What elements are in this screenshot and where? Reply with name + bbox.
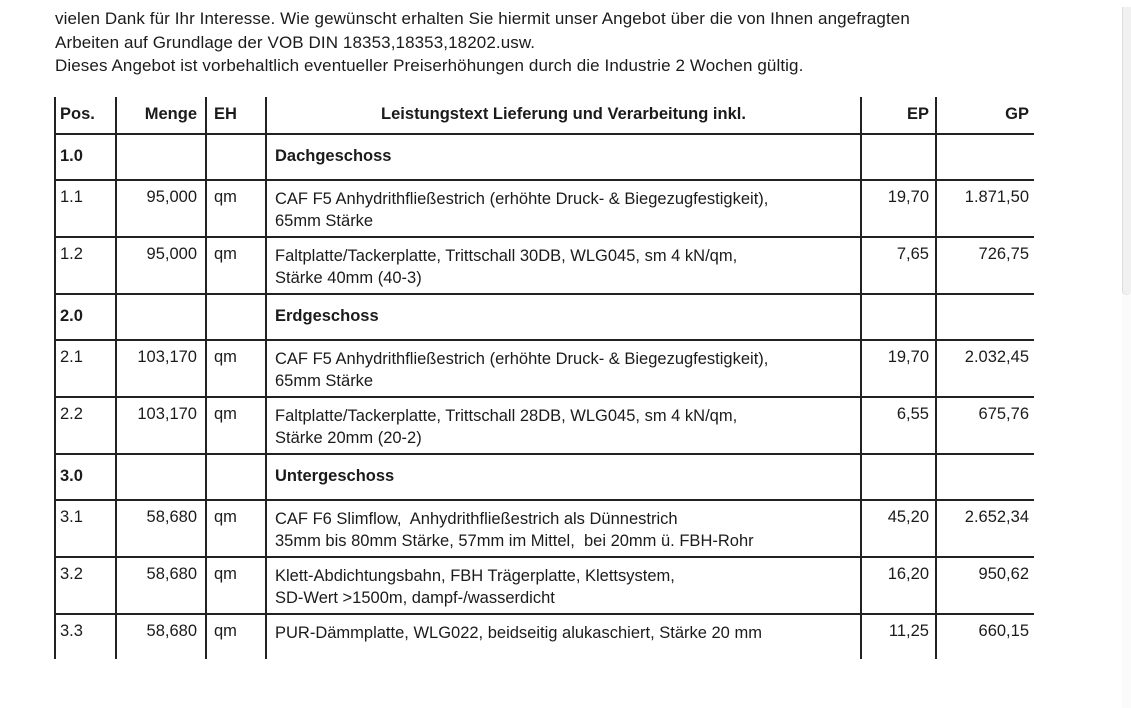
table-row	[55, 454, 1034, 500]
cell-pos: 3.1	[55, 500, 116, 557]
scrollbar-thumb[interactable]	[1122, 7, 1131, 295]
cell-eh: qm	[206, 614, 266, 659]
cell-gp: 675,76	[936, 397, 1034, 454]
table-header-row	[55, 97, 1034, 134]
cell-ep: 6,55	[861, 397, 936, 454]
table-row	[55, 500, 1034, 557]
cell-ep: 45,20	[861, 500, 936, 557]
table-row	[55, 180, 1034, 237]
table-row	[55, 340, 1034, 397]
col-header-gp: GP	[936, 97, 1034, 134]
cell-gp	[936, 134, 1034, 180]
cell-leistungstext: PUR-Dämmplatte, WLG022, beidseitig alukaschiert, Stärke 20 mm	[266, 614, 861, 659]
cell-eh: qm	[206, 397, 266, 454]
cell-ep	[861, 134, 936, 180]
cell-gp: 2.652,34	[936, 500, 1034, 557]
cell-pos: 2.1	[55, 340, 116, 397]
cell-gp: 1.871,50	[936, 180, 1034, 237]
intro-line-2: Arbeiten auf Grundlage der VOB DIN 18353,18353,18202.usw.	[55, 32, 536, 52]
col-header-menge: Menge	[116, 97, 206, 134]
cell-leistungstext: CAF F5 Anhydrithfließestrich (erhöhte Druck- & Biegezugfestigkeit), 65mm Stärke	[266, 340, 861, 397]
intro-paragraph	[55, 7, 1131, 78]
cell-ep	[861, 294, 936, 340]
cell-leistungstext: Erdgeschoss	[266, 294, 861, 340]
table-row	[55, 237, 1034, 294]
cell-pos: 1.0	[55, 134, 116, 180]
col-header-leistungstext: Leistungstext Lieferung und Verarbeitung inkl.	[266, 97, 861, 134]
cell-pos: 1.1	[55, 180, 116, 237]
cell-ep: 16,20	[861, 557, 936, 614]
cell-menge	[116, 294, 206, 340]
cell-gp	[936, 454, 1034, 500]
col-header-ep: EP	[861, 97, 936, 134]
cell-ep: 19,70	[861, 180, 936, 237]
cell-eh	[206, 454, 266, 500]
col-header-pos: Pos.	[55, 97, 116, 134]
cell-leistungstext: Dachgeschoss	[266, 134, 861, 180]
cell-pos: 3.2	[55, 557, 116, 614]
cell-ep: 11,25	[861, 614, 936, 659]
cell-gp	[936, 294, 1034, 340]
cell-eh: qm	[206, 180, 266, 237]
cell-menge: 58,680	[116, 557, 206, 614]
cell-ep: 19,70	[861, 340, 936, 397]
cell-eh: qm	[206, 500, 266, 557]
cell-gp: 2.032,45	[936, 340, 1034, 397]
cell-menge: 95,000	[116, 180, 206, 237]
table-row	[55, 134, 1034, 180]
cell-eh: qm	[206, 557, 266, 614]
cell-leistungstext: Klett-Abdichtungsbahn, FBH Trägerplatte, Klettsystem, SD-Wert >1500m, dampf-/wasserdicht	[266, 557, 861, 614]
scrollbar-track[interactable]	[1122, 7, 1131, 708]
col-header-eh: EH	[206, 97, 266, 134]
cell-leistungstext: Untergeschoss	[266, 454, 861, 500]
intro-line-3: Dieses Angebot ist vorbehaltlich eventueller Preiserhöhungen durch die Industrie 2 Wochen gültig.	[55, 56, 804, 75]
cell-menge	[116, 454, 206, 500]
cell-ep: 7,65	[861, 237, 936, 294]
cell-menge	[116, 134, 206, 180]
cell-eh: qm	[206, 237, 266, 294]
cell-gp: 726,75	[936, 237, 1034, 294]
table-row	[55, 614, 1034, 659]
cell-eh	[206, 294, 266, 340]
offer-table	[54, 97, 1034, 659]
cell-menge: 58,680	[116, 614, 206, 659]
cell-menge: 103,170	[116, 397, 206, 454]
cell-leistungstext: Faltplatte/Tackerplatte, Trittschall 30DB, WLG045, sm 4 kN/qm, Stärke 40mm (40-3)	[266, 237, 861, 294]
cell-pos: 3.3	[55, 614, 116, 659]
cell-eh	[206, 134, 266, 180]
intro-line-1: vielen Dank für Ihr Interesse. Wie gewünscht erhalten Sie hiermit unser Angebot über die von Ihnen angefragten	[55, 9, 910, 28]
cell-menge: 103,170	[116, 340, 206, 397]
cell-ep	[861, 454, 936, 500]
cell-gp: 950,62	[936, 557, 1034, 614]
cell-eh: qm	[206, 340, 266, 397]
table-row	[55, 294, 1034, 340]
table-row	[55, 397, 1034, 454]
cell-menge: 58,680	[116, 500, 206, 557]
cell-pos: 2.2	[55, 397, 116, 454]
cell-leistungstext: CAF F6 Slimflow, Anhydrithfließestrich als Dünnestrich 35mm bis 80mm Stärke, 57mm im Mittel, bei 20mm ü. FBH-Rohr	[266, 500, 861, 557]
document-page	[0, 7, 1131, 708]
cell-menge: 95,000	[116, 237, 206, 294]
table-row	[55, 557, 1034, 614]
cell-leistungstext: Faltplatte/Tackerplatte, Trittschall 28DB, WLG045, sm 4 kN/qm, Stärke 20mm (20-2)	[266, 397, 861, 454]
cell-gp: 660,15	[936, 614, 1034, 659]
cell-pos: 3.0	[55, 454, 116, 500]
cell-pos: 1.2	[55, 237, 116, 294]
cell-leistungstext: CAF F5 Anhydrithfließestrich (erhöhte Druck- & Biegezugfestigkeit), 65mm Stärke	[266, 180, 861, 237]
cell-pos: 2.0	[55, 294, 116, 340]
